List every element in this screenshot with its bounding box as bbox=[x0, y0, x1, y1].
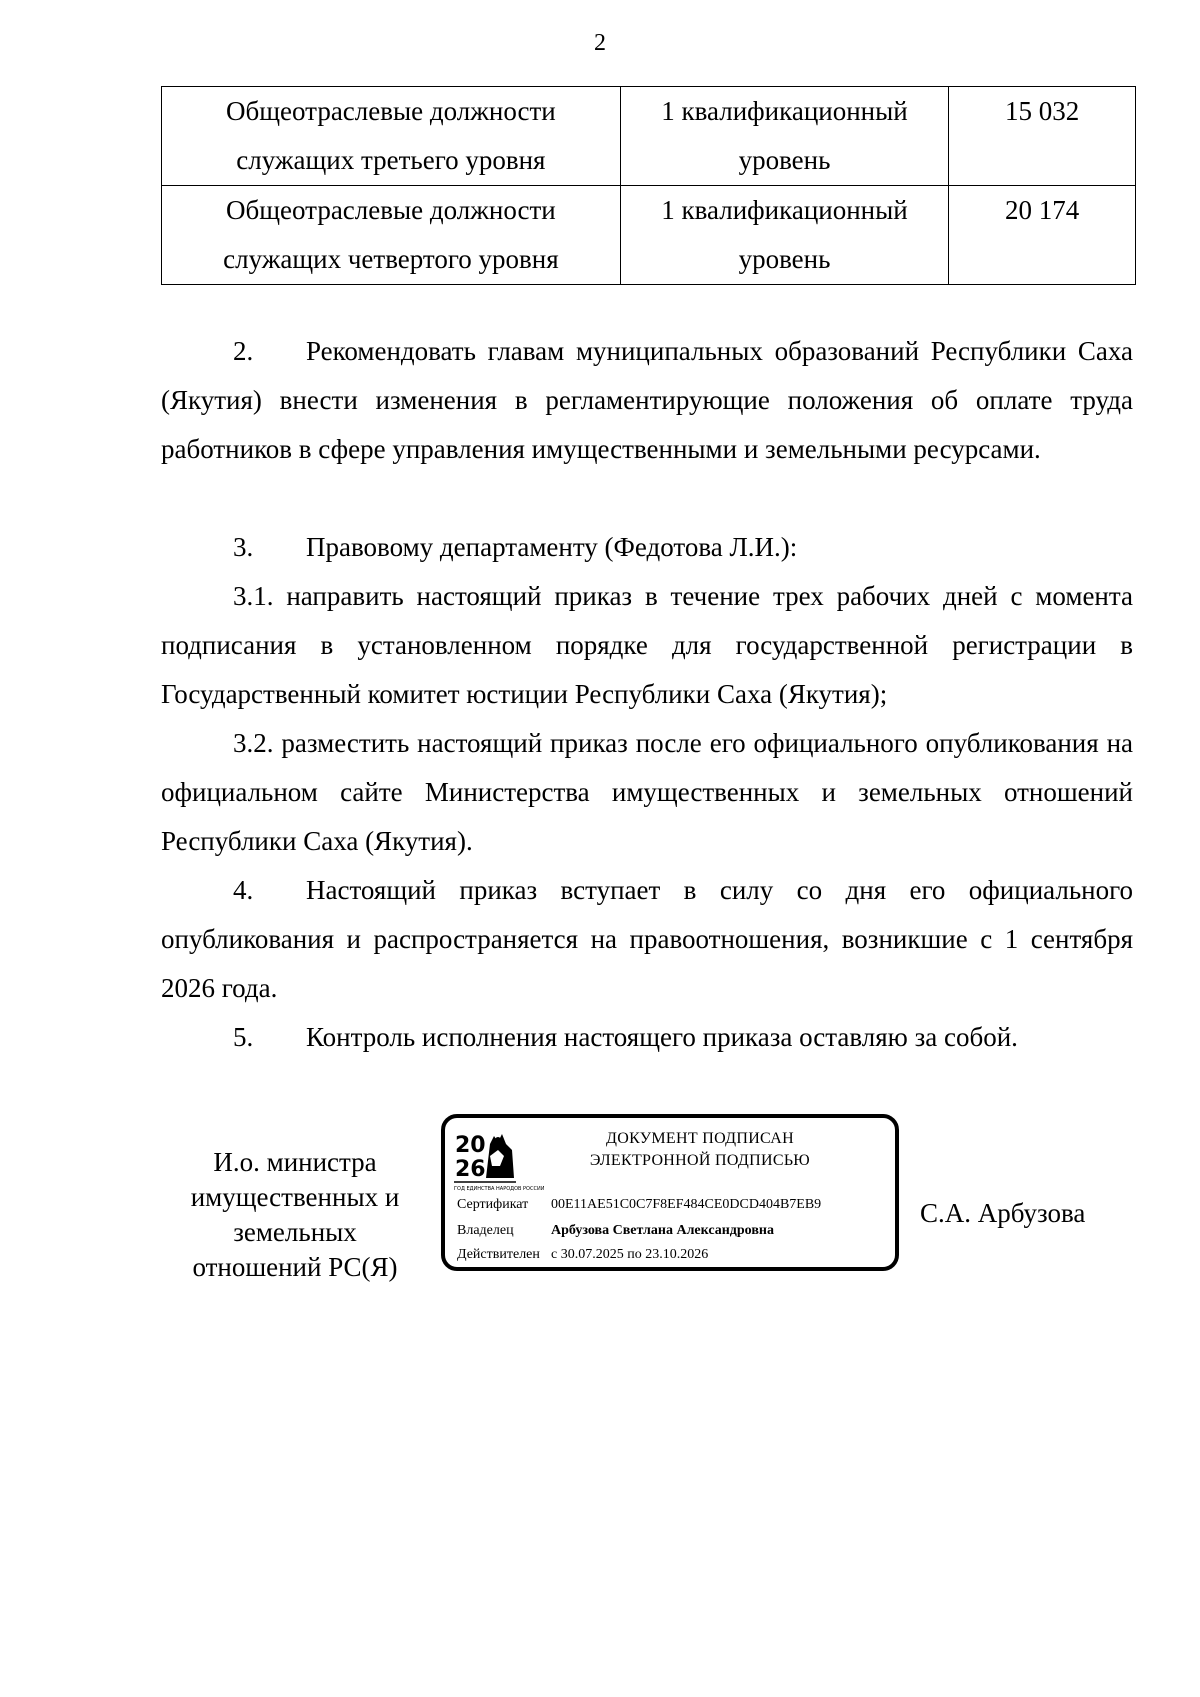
page-number: 2 bbox=[594, 30, 606, 56]
position-cell bbox=[162, 186, 621, 285]
item-text: Контроль исполнения настоящего приказа оставляю за собой. bbox=[306, 1022, 1018, 1052]
item-text: Рекомендовать главам муниципальных образований Республики Саха (Якутия) внести изменения в регламентирующие положения об оплате труда работников в сфере управления имущественными и земельными ресурсами. bbox=[161, 336, 1133, 464]
position-line: И.о. министра bbox=[213, 1147, 377, 1177]
certificate-row bbox=[457, 1196, 821, 1214]
owner-label: Владелец bbox=[457, 1223, 514, 1238]
position-cell bbox=[162, 87, 621, 186]
cell-text: служащих четвертого уровня bbox=[223, 244, 559, 274]
cell-text: 1 квалификационный bbox=[661, 96, 908, 126]
owner-row bbox=[457, 1222, 774, 1240]
item-number: 2. bbox=[233, 336, 254, 366]
paragraph-item-3 bbox=[161, 523, 1133, 572]
item-number: 5. bbox=[233, 1022, 254, 1052]
qualification-level-cell bbox=[620, 186, 948, 285]
item-text: Настоящий приказ вступает в силу со дня его официального опубликования и распространяется на правоотношения, возникшие с 1 сентября 2026 года. bbox=[161, 875, 1133, 1003]
logo-caption: ГОД ЕДИНСТВА НАРОДОВ РОССИИ bbox=[454, 1186, 545, 1192]
item-number: 4. bbox=[233, 875, 254, 905]
electronic-signature-stamp bbox=[441, 1114, 899, 1271]
cell-text: служащих третьего уровня bbox=[236, 145, 546, 175]
cell-text: 15 032 bbox=[1004, 96, 1080, 126]
paragraph-item-4 bbox=[161, 866, 1133, 1013]
cell-text: Общеотраслевые должности bbox=[226, 96, 556, 126]
cell-text: 1 квалификационный bbox=[661, 195, 908, 225]
table-row bbox=[162, 186, 1136, 285]
item-number: 3. bbox=[233, 532, 254, 562]
item-text: Правовому департаменту (Федотова Л.И.): bbox=[306, 532, 798, 562]
position-line: земельных bbox=[233, 1217, 357, 1247]
certificate-label: Сертификат bbox=[457, 1197, 529, 1212]
paragraph-item-3-1: 3.1. направить настоящий приказ в течение трех рабочих дней с момента подписания в установленном порядке для государственной регистрации в Государственный комитет юстиции Республики Саха (Якутия); bbox=[161, 581, 1133, 709]
signer-name: С.А. Арбузова bbox=[920, 1198, 1086, 1228]
validity-row bbox=[457, 1246, 708, 1264]
logo-text: 20 bbox=[455, 1133, 486, 1158]
paragraph-item-5 bbox=[161, 1013, 1133, 1062]
position-line: имущественных и bbox=[190, 1182, 400, 1212]
validity-label: Действителен bbox=[457, 1247, 540, 1262]
year-of-unity-logo-icon bbox=[454, 1126, 545, 1198]
certificate-value: 00E11AE51C0C7F8EF484CE0DCD404B7EB9 bbox=[551, 1197, 822, 1212]
signatory-position bbox=[160, 1145, 430, 1285]
salary-cell bbox=[949, 87, 1136, 186]
validity-value: с 30.07.2025 по 23.10.2026 bbox=[551, 1247, 709, 1262]
cell-text: уровень bbox=[738, 145, 831, 175]
salary-table bbox=[161, 86, 1136, 285]
table-row bbox=[162, 87, 1136, 186]
paragraph-item-2 bbox=[161, 327, 1133, 474]
stamp-header-line: ДОКУМЕНТ ПОДПИСАН bbox=[606, 1130, 794, 1147]
qualification-level-cell bbox=[620, 87, 948, 186]
stamp-header bbox=[535, 1128, 865, 1172]
paragraph-item-3-2: 3.2. разместить настоящий приказ после его официального опубликования на официальном сайте Министерства имущественных и земельных отношений Республики Саха (Якутия). bbox=[161, 728, 1133, 856]
position-line: отношений РС(Я) bbox=[192, 1252, 398, 1282]
salary-cell bbox=[949, 186, 1136, 285]
cell-text: Общеотраслевые должности bbox=[226, 195, 556, 225]
logo-text: 26 bbox=[455, 1157, 486, 1182]
owner-value: Арбузова Светлана Александровна bbox=[551, 1223, 774, 1238]
cell-text: уровень bbox=[738, 244, 831, 274]
cell-text: 20 174 bbox=[1004, 195, 1080, 225]
stamp-header-line: ЭЛЕКТРОННОЙ ПОДПИСЬЮ bbox=[589, 1152, 811, 1169]
